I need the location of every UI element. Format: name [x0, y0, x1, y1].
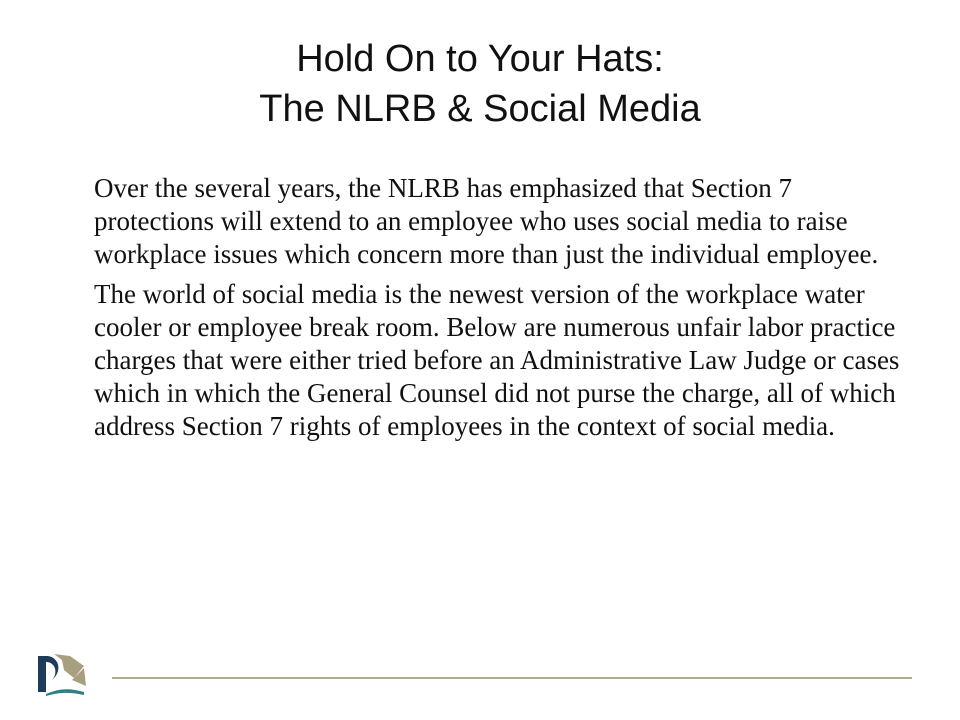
slide-title: [60, 34, 900, 134]
body-paragraph-2: The world of social media is the newest version of the workplace water cooler or employee break room. Below are numerous unfair labor practice charges that were either tried before an Administrative Law Judge or cases which in which the General Counsel did not purse the charge, all of which address Section 7 rights of employees in the context of social media.: [94, 279, 900, 441]
slide-title-line-2: The NLRB & Social Media: [259, 88, 701, 130]
slide-title-line-1: Hold On to Your Hats:: [296, 38, 664, 80]
slide-body: [94, 172, 914, 450]
body-paragraph-1: Over the several years, the NLRB has emphasized that Section 7 protections will extend to an employee who uses social media to raise workplace issues which concern more than just the individual employee.: [94, 173, 879, 269]
firm-logo-icon: [36, 652, 88, 696]
footer-rule: [112, 677, 912, 679]
